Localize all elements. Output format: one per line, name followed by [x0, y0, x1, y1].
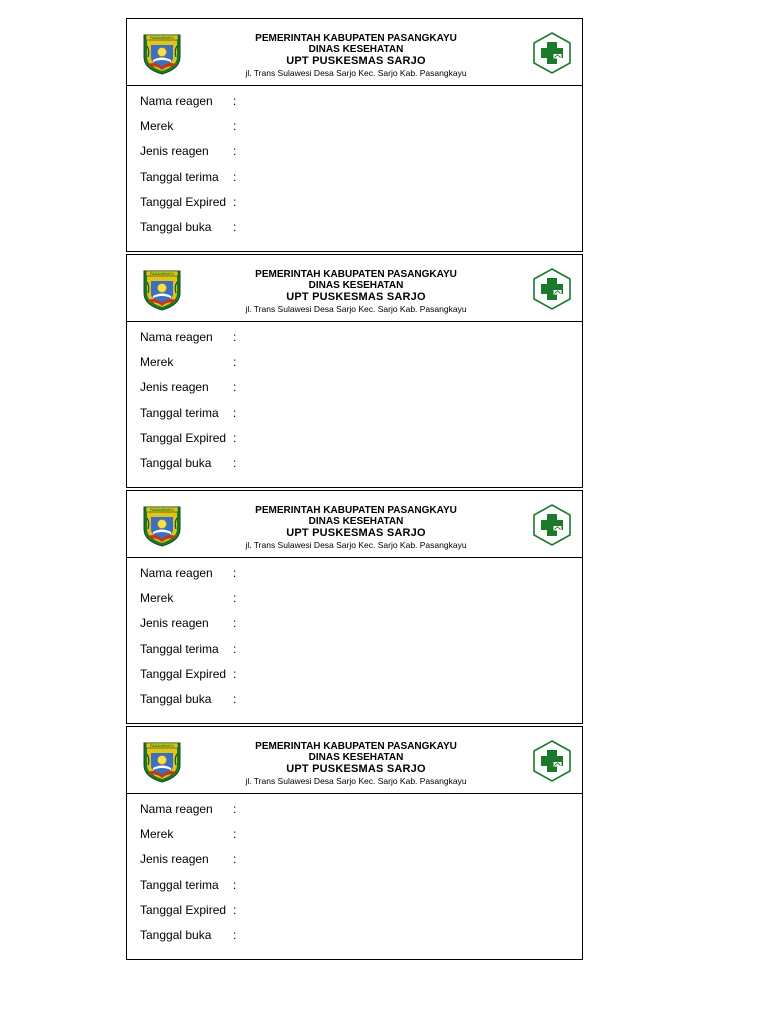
field-label: Merek — [140, 591, 174, 606]
field-row-1 — [140, 800, 560, 825]
field-row-3 — [140, 142, 560, 167]
field-label: Jenis reagen — [140, 616, 209, 631]
field-colon: : — [233, 877, 237, 892]
field-colon: : — [233, 927, 237, 942]
field-label: Tanggal Expired — [140, 194, 227, 209]
field-label: Jenis reagen — [140, 144, 209, 159]
field-label: Jenis reagen — [140, 380, 209, 395]
field-value-input[interactable] — [244, 665, 544, 683]
field-colon: : — [233, 330, 237, 344]
field-label: Tanggal buka — [140, 927, 212, 942]
header-text-block — [189, 270, 523, 315]
header-text-block — [189, 506, 523, 551]
card-header — [127, 727, 582, 794]
health-center-name: UPT PUSKESMAS SARJO — [286, 527, 426, 539]
government-name: PEMERINTAH KABUPATEN PASANGKAYU — [255, 741, 457, 752]
field-value-input[interactable] — [244, 168, 544, 186]
field-list — [140, 328, 560, 479]
field-label: Merek — [140, 827, 174, 842]
pasangkayu-regency-emblem-icon — [141, 267, 183, 311]
field-list — [140, 92, 560, 243]
field-value-input[interactable] — [244, 328, 544, 346]
field-row-5 — [140, 193, 560, 218]
health-center-name: UPT PUSKESMAS SARJO — [286, 763, 426, 775]
field-row-4 — [140, 404, 560, 429]
field-colon: : — [233, 219, 237, 234]
field-colon: : — [233, 355, 237, 370]
field-row-6 — [140, 218, 560, 243]
government-name: PEMERINTAH KABUPATEN PASANGKAYU — [255, 269, 457, 280]
field-label: Tanggal terima — [140, 641, 219, 656]
pasangkayu-regency-emblem-icon — [141, 503, 183, 547]
field-label: Merek — [140, 355, 174, 370]
field-colon: : — [233, 641, 237, 656]
field-colon: : — [233, 666, 237, 681]
field-row-6 — [140, 926, 560, 951]
field-value-input[interactable] — [244, 404, 544, 422]
card-header — [127, 491, 582, 558]
field-colon: : — [233, 94, 237, 108]
field-colon: : — [233, 591, 237, 606]
department-name: DINAS KESEHATAN — [308, 752, 404, 763]
field-row-6 — [140, 690, 560, 715]
field-row-2 — [140, 353, 560, 378]
field-value-input[interactable] — [244, 218, 544, 236]
field-row-5 — [140, 429, 560, 454]
field-value-input[interactable] — [244, 193, 544, 211]
field-colon: : — [233, 405, 237, 420]
field-label: Tanggal Expired — [140, 430, 227, 445]
card-header — [127, 255, 582, 322]
field-row-2 — [140, 589, 560, 614]
reagent-label-card-3 — [126, 490, 583, 724]
health-center-name: UPT PUSKESMAS SARJO — [286, 291, 426, 303]
field-value-input[interactable] — [244, 640, 544, 658]
field-value-input[interactable] — [244, 589, 544, 607]
field-row-3 — [140, 850, 560, 875]
field-row-5 — [140, 665, 560, 690]
field-value-input[interactable] — [244, 117, 544, 135]
pasangkayu-regency-emblem-icon — [141, 31, 183, 75]
field-value-input[interactable] — [244, 850, 544, 868]
field-label: Tanggal Expired — [140, 666, 227, 681]
field-list — [140, 800, 560, 951]
address-line: jl. Trans Sulawesi Desa Sarjo Kec. Sarjo Kab. Pasangkayu — [245, 304, 467, 314]
field-row-6 — [140, 454, 560, 479]
field-colon: : — [233, 455, 237, 470]
field-label: Tanggal Expired — [140, 902, 227, 917]
field-colon: : — [233, 430, 237, 445]
field-label: Merek — [140, 119, 174, 134]
field-colon: : — [233, 119, 237, 134]
field-colon: : — [233, 169, 237, 184]
field-list — [140, 564, 560, 715]
puskesmas-logo-icon — [531, 32, 573, 74]
field-value-input[interactable] — [244, 614, 544, 632]
field-row-1 — [140, 564, 560, 589]
field-row-5 — [140, 901, 560, 926]
field-label: Tanggal terima — [140, 169, 219, 184]
address-line: jl. Trans Sulawesi Desa Sarjo Kec. Sarjo Kab. Pasangkayu — [245, 540, 467, 550]
reagent-label-card-4 — [126, 726, 583, 960]
field-label: Nama reagen — [140, 802, 213, 816]
department-name: DINAS KESEHATAN — [308, 44, 404, 55]
puskesmas-logo-icon — [531, 268, 573, 310]
emblem-lettering: PASANGKAYU — [150, 272, 174, 276]
field-row-4 — [140, 640, 560, 665]
field-label: Tanggal buka — [140, 219, 212, 234]
field-value-input[interactable] — [244, 800, 544, 818]
field-colon: : — [233, 194, 237, 209]
field-row-1 — [140, 328, 560, 353]
field-value-input[interactable] — [244, 926, 544, 944]
field-label: Nama reagen — [140, 94, 213, 108]
field-value-input[interactable] — [244, 454, 544, 472]
field-value-input[interactable] — [244, 690, 544, 708]
field-label: Tanggal terima — [140, 405, 219, 420]
field-value-input[interactable] — [244, 429, 544, 447]
field-value-input[interactable] — [244, 142, 544, 160]
puskesmas-logo-icon — [531, 504, 573, 546]
field-colon: : — [233, 691, 237, 706]
field-colon: : — [233, 852, 237, 867]
field-row-3 — [140, 378, 560, 403]
field-colon: : — [233, 802, 237, 816]
header-text-block — [189, 34, 523, 79]
field-colon: : — [233, 902, 237, 917]
field-label: Tanggal buka — [140, 455, 212, 470]
department-name: DINAS KESEHATAN — [308, 280, 404, 291]
health-center-name: UPT PUSKESMAS SARJO — [286, 55, 426, 67]
field-value-input[interactable] — [244, 564, 544, 582]
field-value-input[interactable] — [244, 378, 544, 396]
field-colon: : — [233, 827, 237, 842]
field-value-input[interactable] — [244, 825, 544, 843]
reagent-label-card-1 — [126, 18, 583, 252]
field-row-4 — [140, 168, 560, 193]
field-value-input[interactable] — [244, 876, 544, 894]
field-colon: : — [233, 566, 237, 580]
field-label: Tanggal buka — [140, 691, 212, 706]
field-colon: : — [233, 380, 237, 395]
field-row-1 — [140, 92, 560, 117]
puskesmas-logo-icon — [531, 740, 573, 782]
field-value-input[interactable] — [244, 901, 544, 919]
emblem-lettering: PASANGKAYU — [150, 508, 174, 512]
field-row-2 — [140, 117, 560, 142]
field-label: Nama reagen — [140, 566, 213, 580]
address-line: jl. Trans Sulawesi Desa Sarjo Kec. Sarjo Kab. Pasangkayu — [245, 68, 467, 78]
field-colon: : — [233, 616, 237, 631]
reagent-label-card-2 — [126, 254, 583, 488]
field-label: Jenis reagen — [140, 852, 209, 867]
address-line: jl. Trans Sulawesi Desa Sarjo Kec. Sarjo Kab. Pasangkayu — [245, 776, 467, 786]
field-row-3 — [140, 614, 560, 639]
field-value-input[interactable] — [244, 353, 544, 371]
field-row-4 — [140, 876, 560, 901]
department-name: DINAS KESEHATAN — [308, 516, 404, 527]
field-label: Nama reagen — [140, 330, 213, 344]
emblem-lettering: PASANGKAYU — [150, 744, 174, 748]
header-text-block — [189, 742, 523, 787]
field-value-input[interactable] — [244, 92, 544, 110]
pasangkayu-regency-emblem-icon — [141, 739, 183, 783]
field-colon: : — [233, 144, 237, 159]
field-row-2 — [140, 825, 560, 850]
card-header — [127, 19, 582, 86]
emblem-lettering: PASANGKAYU — [150, 36, 174, 40]
government-name: PEMERINTAH KABUPATEN PASANGKAYU — [255, 505, 457, 516]
label-sheet — [126, 18, 583, 962]
government-name: PEMERINTAH KABUPATEN PASANGKAYU — [255, 33, 457, 44]
field-label: Tanggal terima — [140, 877, 219, 892]
